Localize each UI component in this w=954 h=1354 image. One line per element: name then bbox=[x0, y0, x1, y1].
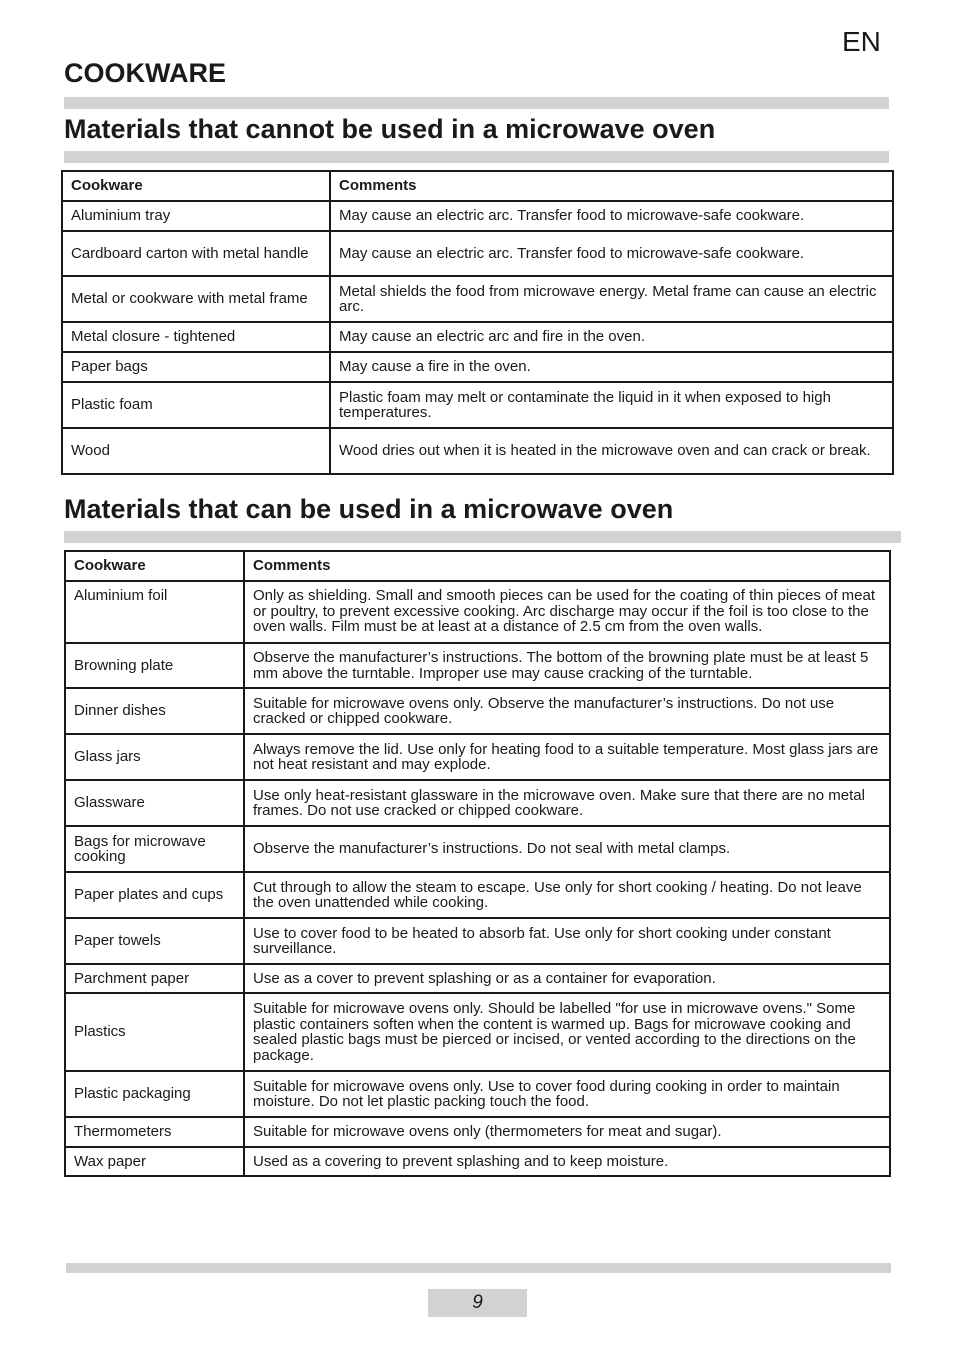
table-row bbox=[62, 322, 893, 352]
comment-cell: Metal shields the food from microwave energy. Metal frame can cause an electric arc. bbox=[330, 276, 893, 322]
cookware-cell: Wax paper bbox=[65, 1147, 244, 1176]
section-title-unsafe: Materials that cannot be used in a microwave oven bbox=[64, 114, 716, 144]
cookware-cell: Plastics bbox=[65, 993, 244, 1071]
comment-cell: Plastic foam may melt or contaminate the liquid in it when exposed to high temperatures. bbox=[330, 382, 893, 428]
table-row bbox=[65, 964, 890, 993]
table-row bbox=[65, 826, 890, 872]
cookware-cell: Aluminium foil bbox=[65, 581, 244, 643]
comment-cell: May cause a fire in the oven. bbox=[330, 352, 893, 382]
table-row bbox=[65, 688, 890, 734]
column-header-cookware: Cookware bbox=[62, 171, 330, 201]
table-row bbox=[65, 1147, 890, 1176]
cookware-cell: Bags for microwave cooking bbox=[65, 826, 244, 872]
comment-cell: May cause an electric arc. Transfer food to microwave-safe cookware. bbox=[330, 201, 893, 231]
comment-cell: Used as a covering to prevent splashing and to keep moisture. bbox=[244, 1147, 890, 1176]
cookware-cell: Glassware bbox=[65, 780, 244, 826]
table-row bbox=[62, 276, 893, 322]
cookware-cell: Parchment paper bbox=[65, 964, 244, 993]
comment-cell: Suitable for microwave ovens only. Should be labelled "for use in microwave ovens." Some plastic containers soften when the content is warmed up. Bags for microwave cooking and sealed plastic bags must be pierced or incised, or vented according to the directions on the package. bbox=[244, 993, 890, 1071]
section-title-safe: Materials that can be used in a microwave oven bbox=[64, 494, 674, 524]
comment-cell: Use to cover food to be heated to absorb fat. Use only for short cooking under constant surveillance. bbox=[244, 918, 890, 964]
cookware-cell: Dinner dishes bbox=[65, 688, 244, 734]
cookware-cell: Thermometers bbox=[65, 1117, 244, 1147]
footer-divider bbox=[66, 1263, 891, 1273]
comment-cell: Suitable for microwave ovens only. Use to cover food during cooking in order to maintain moisture. Do not let plastic packing touch the food. bbox=[244, 1071, 890, 1117]
cookware-cell: Metal or cookware with metal frame bbox=[62, 276, 330, 322]
page-number: 9 bbox=[428, 1289, 527, 1317]
page-title: COOKWARE bbox=[64, 58, 226, 88]
table-row bbox=[62, 231, 893, 276]
column-header-comments: Comments bbox=[330, 171, 893, 201]
comment-cell: May cause an electric arc. Transfer food to microwave-safe cookware. bbox=[330, 231, 893, 276]
divider bbox=[64, 97, 889, 109]
cookware-cell: Paper towels bbox=[65, 918, 244, 964]
cookware-cell: Plastic packaging bbox=[65, 1071, 244, 1117]
comment-cell: Use as a cover to prevent splashing or as a container for evaporation. bbox=[244, 964, 890, 993]
language-label: EN bbox=[842, 26, 881, 57]
cookware-cell: Browning plate bbox=[65, 643, 244, 688]
cookware-cell: Cardboard carton with metal handle bbox=[62, 231, 330, 276]
cookware-cell: Metal closure - tightened bbox=[62, 322, 330, 352]
table-row bbox=[65, 734, 890, 780]
comment-cell: Cut through to allow the steam to escape. Use only for short cooking / heating. Do not leave the oven unattended while cooking. bbox=[244, 872, 890, 918]
table-row bbox=[65, 581, 890, 643]
comment-cell: Observe the manufacturer’s instructions. Do not seal with metal clamps. bbox=[244, 826, 890, 872]
divider bbox=[64, 531, 901, 543]
comment-cell: Always remove the lid. Use only for heating food to a suitable temperature. Most glass jars are not heat resistant and may explode. bbox=[244, 734, 890, 780]
cookware-cell: Paper plates and cups bbox=[65, 872, 244, 918]
table-row bbox=[65, 993, 890, 1071]
unsafe-materials-table bbox=[61, 170, 894, 475]
column-header-cookware: Cookware bbox=[65, 551, 244, 581]
table-row bbox=[65, 1071, 890, 1117]
table-row bbox=[65, 1117, 890, 1147]
table-row bbox=[65, 872, 890, 918]
table-row bbox=[65, 643, 890, 688]
comment-cell: Suitable for microwave ovens only (thermometers for meat and sugar). bbox=[244, 1117, 890, 1147]
divider bbox=[64, 151, 889, 163]
cookware-cell: Wood bbox=[62, 428, 330, 474]
comment-cell: Observe the manufacturer’s instructions. The bottom of the browning plate must be at least 5 mm above the turntable. Improper use may cause cracking of the turntable. bbox=[244, 643, 890, 688]
cookware-cell: Paper bags bbox=[62, 352, 330, 382]
comment-cell: Wood dries out when it is heated in the microwave oven and can crack or break. bbox=[330, 428, 893, 474]
table-row bbox=[62, 201, 893, 231]
cookware-cell: Plastic foam bbox=[62, 382, 330, 428]
table-row bbox=[62, 382, 893, 428]
column-header-comments: Comments bbox=[244, 551, 890, 581]
cookware-cell: Glass jars bbox=[65, 734, 244, 780]
comment-cell: Only as shielding. Small and smooth pieces can be used for the coating of thin pieces of meat or poultry, to prevent excessive cooking. Arc discharge may occur if the foil is too close to the oven walls. Film must be at least at a distance of 2.5 cm from the oven walls. bbox=[244, 581, 890, 643]
table-row bbox=[65, 780, 890, 826]
table-row bbox=[62, 428, 893, 474]
comment-cell: Use only heat-resistant glassware in the microwave oven. Make sure that there are no metal frames. Do not use cracked or chipped cookware. bbox=[244, 780, 890, 826]
comment-cell: Suitable for microwave ovens only. Observe the manufacturer’s instructions. Do not use cracked or chipped cookware. bbox=[244, 688, 890, 734]
comment-cell: May cause an electric arc and fire in the oven. bbox=[330, 322, 893, 352]
cookware-cell: Aluminium tray bbox=[62, 201, 330, 231]
table-row bbox=[65, 918, 890, 964]
table-row bbox=[62, 352, 893, 382]
safe-materials-table bbox=[64, 550, 891, 1177]
